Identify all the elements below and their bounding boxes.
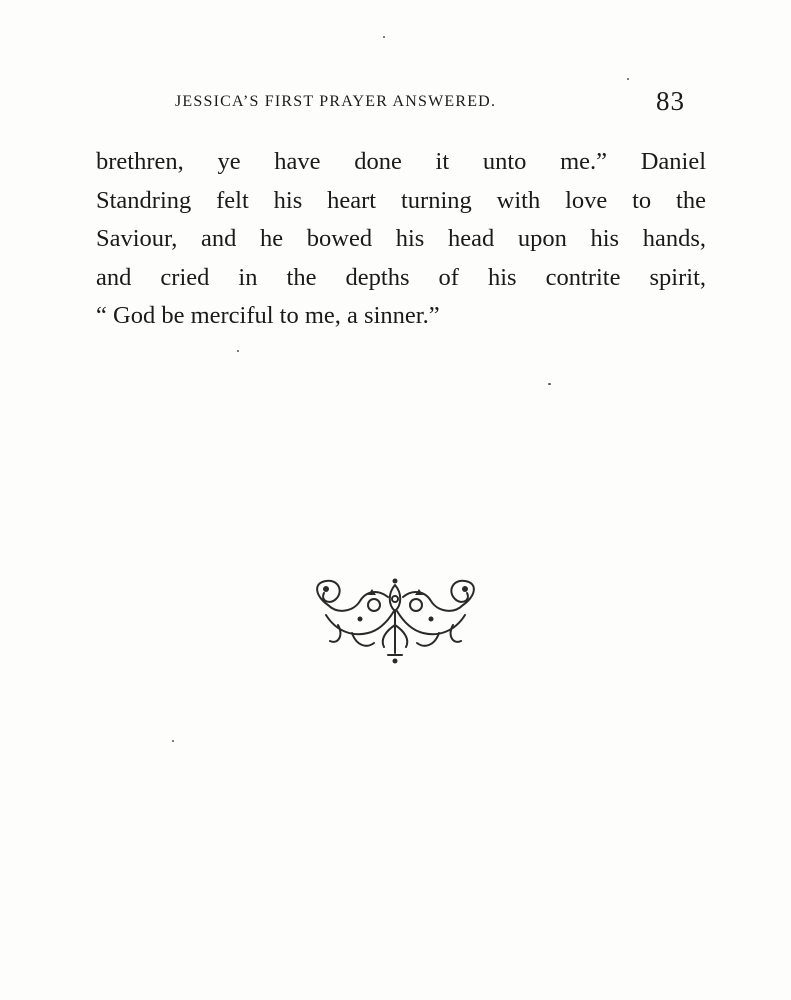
- text-line: “ God be merciful to me, a sinner.”: [96, 302, 440, 329]
- paper-speck: [172, 740, 174, 742]
- body-paragraph: [96, 143, 706, 336]
- text-line: brethren, ye have done it unto me.” Daniel: [96, 148, 706, 175]
- text-line: and cried in the depths of his contrite spirit,: [96, 263, 706, 291]
- paper-speck: [548, 383, 551, 385]
- floral-tailpiece-icon: [308, 575, 483, 667]
- text-line: Standring felt his heart turning with love to the: [96, 186, 706, 214]
- text-line: Saviour, and he bowed his head upon his hands,: [96, 225, 706, 252]
- page-number: 83: [656, 86, 685, 116]
- paper-speck: [237, 350, 239, 352]
- running-title: JESSICA’S FIRST PRAYER ANSWERED.: [175, 93, 497, 110]
- paper-speck: [627, 78, 629, 80]
- paper-speck: [383, 36, 385, 38]
- running-head: [175, 86, 685, 120]
